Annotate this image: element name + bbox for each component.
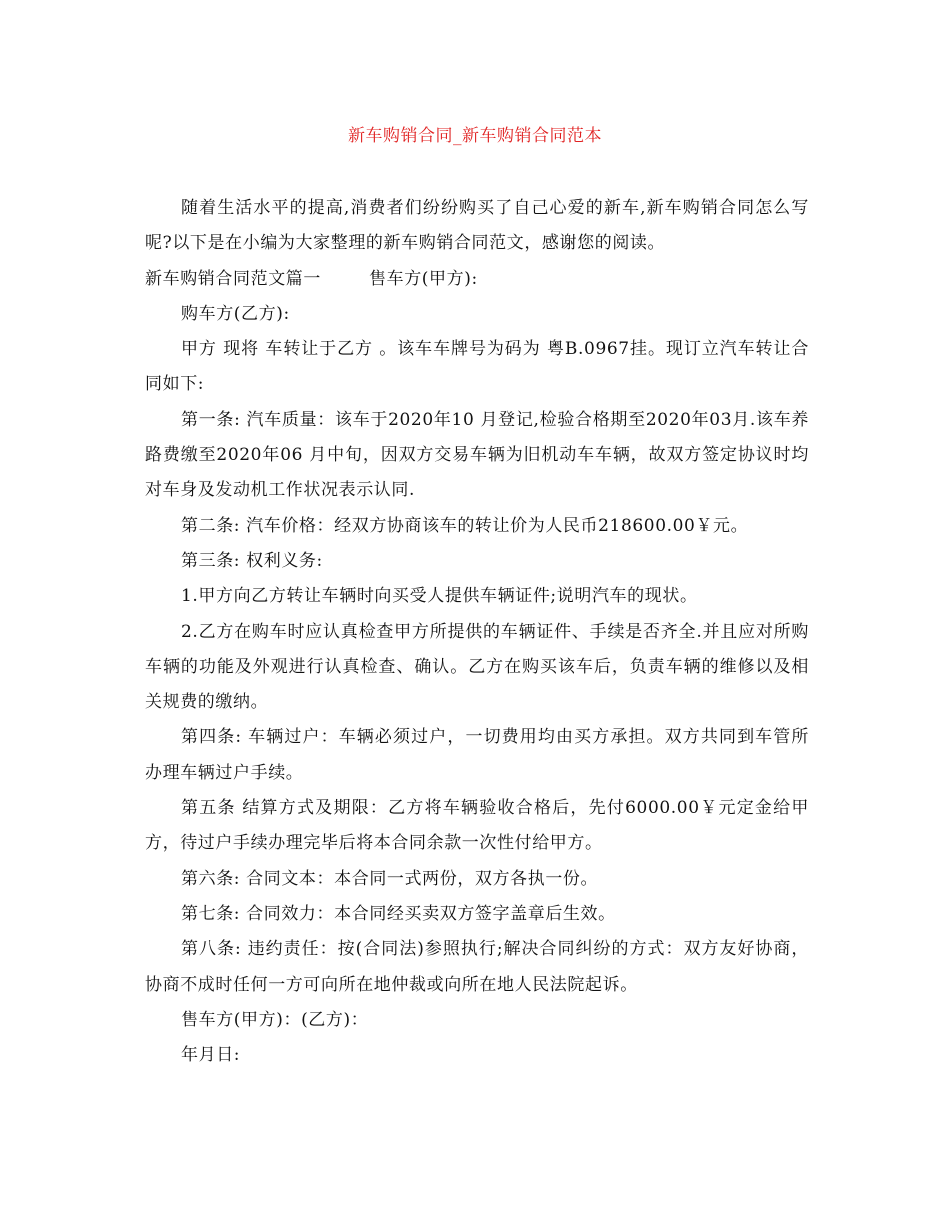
article-3-item-2: 2.乙方在购车时应认真检查甲方所提供的车辆证件、手续是否齐全.并且应对所购车辆的功能及外观进行认真检查、确认。乙方在购买该车后，负责车辆的维修以及相关规费的缴纳。 xyxy=(145,621,809,713)
intro-paragraph: 随着生活水平的提高,消费者们纷纷购买了自己心爱的新车,新车购销合同怎么写呢?以下是在小编为大家整理的新车购销合同范文，感谢您的阅读。 xyxy=(145,198,809,254)
article-2: 第二条: 汽车价格：经双方协商该车的转让价为人民币218600.00￥元。 xyxy=(181,515,749,536)
document-title: 新车购销合同_新车购销合同范本 xyxy=(348,126,602,146)
section-heading: 新车购销合同范文篇一 xyxy=(145,268,321,289)
seller-label: 售车方(甲方): xyxy=(369,268,478,289)
buyer-label: 购车方(乙方): xyxy=(181,303,290,324)
article-6: 第六条: 合同文本：本合同一式两份，双方各执一份。 xyxy=(181,868,599,889)
signature-line: 售车方(甲方)：(乙方)： xyxy=(181,1009,369,1030)
article-7: 第七条: 合同效力：本合同经买卖双方签字盖章后生效。 xyxy=(181,903,616,924)
article-1: 第一条: 汽车质量：该车于2020年10 月登记,检验合格期至2020年03月.该车养路费缴至2020年06 月中旬，因双方交易车辆为旧机动车车辆，故双方签定协议时均对车身及发动机工作状况表示认同. xyxy=(145,409,809,501)
date-line: 年月日: xyxy=(181,1045,241,1066)
article-5: 第五条 结算方式及期限：乙方将车辆验收合格后，先付6000.00￥元定金给甲方，待过户手续办理完毕后将本合同余款一次性付给甲方。 xyxy=(145,798,809,854)
section-heading-line xyxy=(145,262,809,297)
article-4: 第四条: 车辆过户：车辆必须过户，一切费用均由买方承担。双方共同到车管所办理车辆过户手续。 xyxy=(145,727,809,783)
article-8: 第八条: 违约责任：按(合同法)参照执行;解决合同纠纷的方式：双方友好协商，协商不成时任何一方可向所在地仲裁或向所在地人民法院起诉。 xyxy=(145,939,809,995)
preamble-paragraph: 甲方 现将 车转让于乙方 。该车车牌号为码为 粤B.0967挂。现订立汽车转让合同如下: xyxy=(145,339,809,395)
article-3-item-1: 1.甲方向乙方转让车辆时向买受人提供车辆证件;说明汽车的现状。 xyxy=(181,586,698,607)
article-3: 第三条: 权利义务: xyxy=(181,550,323,571)
document-body xyxy=(145,191,809,1073)
